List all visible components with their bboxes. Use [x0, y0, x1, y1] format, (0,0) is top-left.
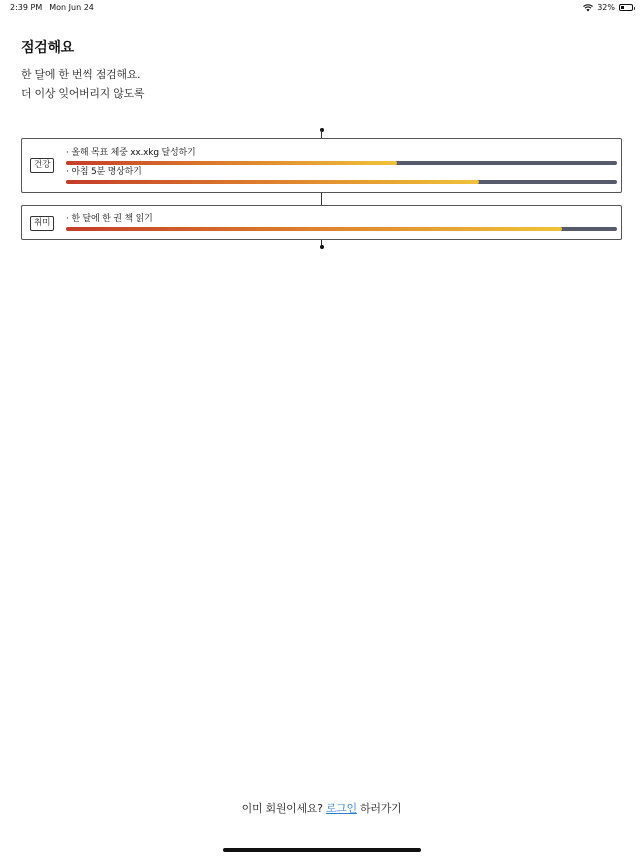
status-right: [583, 3, 633, 12]
timeline-connector: [321, 130, 322, 138]
goal-label: · 아침 5분 명상하기: [66, 167, 142, 177]
goal-item[interactable]: [66, 148, 617, 165]
subtitle-line-2: 더 이상 잊어버리지 않도록: [21, 87, 145, 100]
status-date: Mon Jun 24: [49, 3, 94, 12]
login-link[interactable]: 로그인: [325, 802, 357, 815]
category-card-hobby[interactable]: [21, 205, 622, 240]
wifi-icon: [583, 4, 593, 12]
footer-prompt: 이미 회원이세요?: [241, 802, 326, 815]
timeline-connector: [321, 193, 322, 205]
goal-progress-bar: [66, 161, 617, 165]
footer-login-prompt: [0, 800, 643, 816]
goal-label: · 한 달에 한 권 책 읽기: [66, 214, 153, 224]
battery-level: [621, 6, 624, 9]
home-indicator[interactable]: [223, 848, 421, 852]
category-badge: 건강: [30, 158, 54, 173]
subtitle-line-1: 한 달에 한 번씩 점검해요.: [21, 68, 141, 81]
goal-progress-fill: [66, 227, 562, 231]
footer-suffix: 하러가기: [356, 802, 402, 815]
page-title: 점검해요: [21, 40, 74, 56]
goal-item[interactable]: [66, 214, 617, 231]
goal-progress-fill: [66, 161, 397, 165]
goal-label: · 올해 목표 체중 xx.xkg 달성하기: [66, 148, 196, 158]
goal-progress-bar: [66, 227, 617, 231]
status-bar: [0, 0, 643, 16]
battery-icon: [619, 4, 633, 11]
status-time: 2:39 PM: [10, 3, 43, 12]
battery-percent: 32%: [597, 3, 615, 12]
timeline-end-dot: [320, 245, 324, 249]
category-badge: 취미: [30, 216, 54, 231]
goal-progress-fill: [66, 180, 479, 184]
category-card-health[interactable]: [21, 138, 622, 193]
goal-item[interactable]: [66, 167, 617, 184]
status-left: [10, 3, 94, 12]
goal-progress-bar: [66, 180, 617, 184]
